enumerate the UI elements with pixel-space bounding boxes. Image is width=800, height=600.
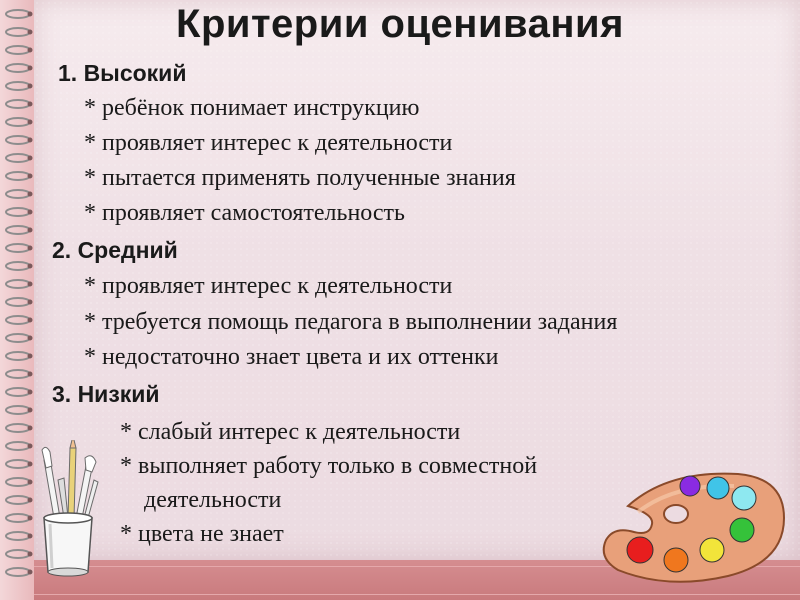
- level-1-heading: 1. Высокий: [58, 60, 187, 86]
- page-title: Критерии оценивания: [176, 2, 624, 46]
- level-2-item: * недостаточно знает цвета и их оттенки: [84, 344, 499, 370]
- level-1-item: * проявляет самостоятельность: [84, 200, 405, 226]
- level-3-item-continuation: деятельности: [144, 487, 282, 513]
- brushes-cup-icon: [30, 440, 110, 580]
- level-2-heading: 2. Средний: [52, 237, 178, 263]
- level-1-item: * пытается применять полученные знания: [84, 165, 516, 191]
- level-3-heading: 3. Низкий: [52, 381, 160, 407]
- level-3-item: * слабый интерес к деятельности: [120, 419, 461, 445]
- paint-palette-icon: [598, 466, 788, 586]
- level-1-item: * проявляет интерес к деятельности: [84, 130, 453, 156]
- level-2-item: * проявляет интерес к деятельности: [84, 273, 453, 299]
- level-1-item: * ребёнок понимает инструкцию: [84, 95, 420, 121]
- level-2-item: * требуется помощь педагога в выполнении задания: [84, 309, 618, 335]
- level-3-item: * цвета не знает: [120, 521, 284, 547]
- level-3-item: * выполняет работу только в совместной: [120, 453, 538, 479]
